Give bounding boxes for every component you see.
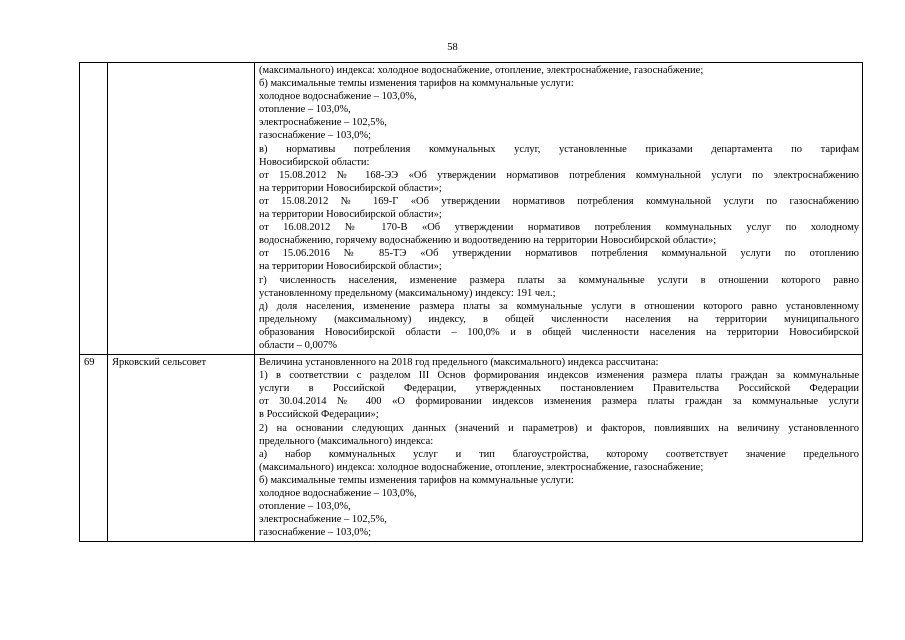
text-line: б) максимальные темпы изменения тарифов на коммунальные услуги:: [259, 78, 574, 90]
page-number: 58: [447, 42, 458, 53]
text-line: электроснабжение – 102,5%,: [259, 117, 387, 129]
text-line: услуги в Российской Федерации, утвержденных постановлением Правительства Российской Федерации: [259, 383, 859, 395]
municipality-name-cell: Ярковский сельсовет: [108, 355, 255, 542]
text-line: отопление – 103,0%,: [259, 104, 351, 116]
text-line: образования Новосибирской области – 100,0% и в общей численности населения на территории Новосибирской: [259, 326, 859, 338]
text-line: газоснабжение – 103,0%;: [259, 130, 372, 142]
text-line: на территории Новосибирской области»;: [259, 261, 442, 273]
text-line: г) численность населения, изменение размера платы за коммунальные услуги в отношении которого равно: [259, 274, 859, 286]
text-line: от 30.04.2014 № 400 «О формировании индексов изменения размера платы граждан за коммунальные услуги: [259, 396, 859, 408]
text-line: на территории Новосибирской области»;: [259, 209, 442, 221]
text-line: 1) в соответствии с разделом III Основ формирования индексов изменения размера платы граждан за коммунальные: [259, 370, 859, 382]
text-line: от 15.08.2012 № 169-Г «Об утверждении нормативов потребления коммунальной услуги по газоснабжению: [259, 195, 859, 207]
text-line: в Российской Федерации»;: [259, 409, 379, 421]
text-line: холодное водоснабжение – 103,0%,: [259, 91, 417, 103]
row-number-cell: 69: [80, 355, 108, 542]
text-line: в) нормативы потребления коммунальных услуг, установленные приказами департамента по тарифам: [259, 143, 859, 155]
text-line: Новосибирской области:: [259, 156, 370, 168]
table-body: [80, 63, 863, 542]
text-line: (максимального) индекса: холодное водоснабжение, отопление, электроснабжение, газоснабжение;: [259, 461, 704, 473]
text-line: водоснабжению, горячему водоснабжению и водоотведению на территории Новосибирской области»;: [259, 235, 717, 247]
text-line: от 15.08.2012 № 168-ЭЭ «Об утверждении нормативов потребления коммунальной услуги по электроснабжению: [259, 169, 859, 181]
text-line: 2) на основании следующих данных (значений и параметров) и факторов, повлиявших на величину установленного: [259, 422, 859, 434]
text-line: холодное водоснабжение – 103,0%,: [259, 488, 417, 499]
text-line: д) доля населения, изменение размера платы за коммунальные услуги в отношении которого равно установленному: [259, 300, 859, 312]
text-line: от 16.08.2012 № 170-В «Об утверждении нормативов потребления коммунальных услуг по холодному: [259, 222, 859, 234]
text-line: установленному предельному (максимальному) индексу: 191 чел.;: [259, 287, 556, 299]
text-line: от 15.06.2016 № 85-ТЭ «Об утверждении нормативов потребления коммунальной услуги по отоплению: [259, 248, 859, 260]
row-number-cell: [80, 63, 108, 355]
table-row: [80, 355, 863, 542]
text-line: на территории Новосибирской области»;: [259, 182, 442, 194]
municipality-name-cell: [108, 63, 255, 355]
text-line: газоснабжение – 103,0%;: [259, 527, 372, 539]
text-line: электроснабжение – 102,5%,: [259, 514, 387, 526]
text-line: предельного (максимального) индекса:: [259, 435, 434, 447]
tariff-index-table: [79, 62, 863, 542]
text-line: а) набор коммунальных услуг и тип благоустройства, которому соответствует значение предельного: [259, 448, 859, 460]
text-line: отопление – 103,0%,: [259, 501, 351, 513]
index-description-cell: [255, 63, 863, 355]
text-line: Величина установленного на 2018 год предельного (максимального) индекса рассчитана:: [259, 357, 659, 369]
text-line: б) максимальные темпы изменения тарифов на коммунальные услуги:: [259, 474, 574, 486]
text-line: области – 0,007%: [259, 339, 337, 351]
table-row: [80, 63, 863, 355]
text-line: (максимального) индекса: холодное водоснабжение, отопление, электроснабжение, газоснабжение;: [259, 65, 704, 76]
text-line: предельному (максимальному) индексу, в общей численности населения на территории муниципального: [259, 313, 859, 325]
index-description-cell: [255, 355, 863, 542]
